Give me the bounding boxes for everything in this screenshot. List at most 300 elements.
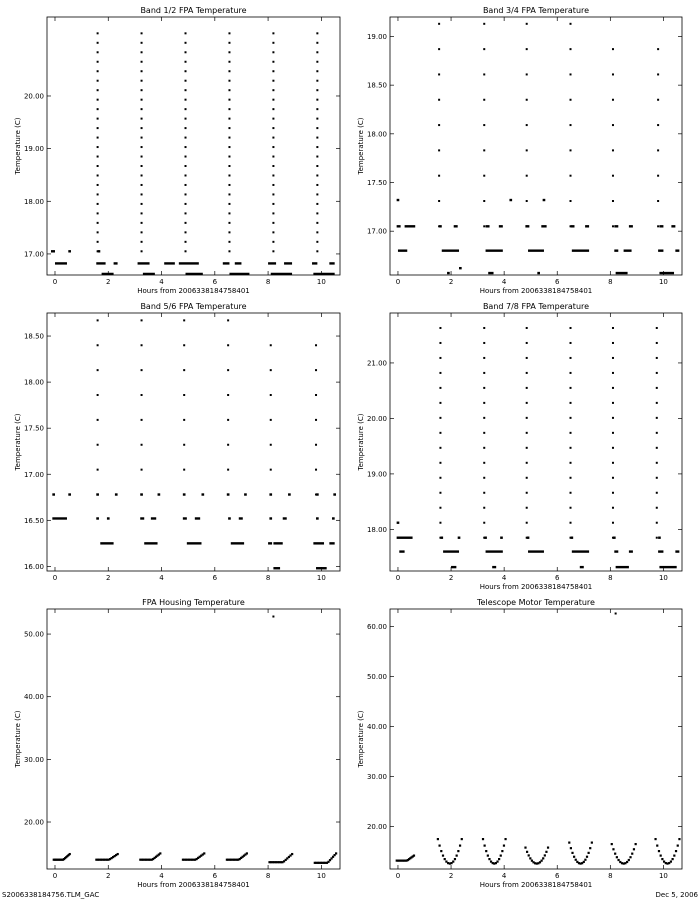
y-tick-label: 18.50: [366, 81, 387, 90]
data-segment: [329, 262, 334, 264]
data-segment: [659, 566, 676, 568]
data-point: [316, 80, 318, 82]
data-point: [97, 51, 99, 53]
data-point: [612, 342, 614, 344]
data-point: [439, 402, 441, 404]
data-point: [526, 48, 528, 50]
panel-2: [357, 6, 682, 295]
y-tick-label: 20.00: [23, 92, 44, 101]
data-point: [413, 855, 415, 857]
data-point: [141, 156, 143, 158]
data-point: [228, 80, 230, 82]
plot-frame: [47, 609, 340, 869]
data-point: [570, 73, 572, 75]
data-point: [97, 165, 99, 167]
data-point: [483, 99, 485, 101]
data-segment: [164, 262, 175, 264]
data-point: [141, 212, 143, 214]
data-point: [500, 855, 502, 857]
data-point: [270, 444, 272, 446]
data-point: [459, 845, 461, 847]
data-point: [526, 522, 528, 524]
data-series: [397, 23, 680, 274]
data-segment: [397, 537, 413, 539]
data-point: [97, 444, 99, 446]
data-point: [570, 48, 572, 50]
y-tick-label: 18.00: [23, 378, 44, 387]
data-point: [483, 432, 485, 434]
data-point: [439, 462, 441, 464]
data-point: [141, 61, 143, 63]
data-segment: [316, 567, 327, 569]
data-point: [185, 42, 187, 44]
data-segment: [140, 517, 144, 519]
data-point: [570, 175, 572, 177]
panel-1: [14, 6, 340, 295]
x-tick-label: 0: [52, 278, 58, 286]
data-segment: [629, 225, 633, 227]
data-point: [612, 99, 614, 101]
x-tick-label: 4: [501, 574, 507, 582]
panel-5: [14, 598, 340, 889]
data-segment: [675, 550, 679, 552]
data-point: [657, 149, 659, 151]
data-point: [183, 469, 185, 471]
x-axis-label: Hours from 2006338184758401: [479, 287, 593, 295]
data-segment: [399, 550, 404, 552]
data-point: [316, 184, 318, 186]
data-point: [227, 319, 229, 321]
data-point: [272, 231, 274, 233]
data-point: [228, 203, 230, 205]
data-point: [438, 845, 440, 847]
data-point: [228, 184, 230, 186]
x-tick-label: 0: [395, 278, 401, 286]
chart-title: Band 1/2 FPA Temperature: [140, 6, 247, 15]
x-axis-label: Hours from 2006338184758401: [137, 881, 250, 889]
data-point: [483, 200, 485, 202]
data-point: [589, 847, 591, 849]
data-segment: [492, 566, 496, 568]
data-point: [544, 854, 546, 856]
data-point: [612, 537, 614, 539]
data-point: [97, 80, 99, 82]
data-point: [612, 357, 614, 359]
x-tick-label: 6: [212, 278, 218, 286]
data-point: [185, 184, 187, 186]
data-point: [316, 203, 318, 205]
x-tick-label: 8: [608, 278, 613, 286]
data-point: [439, 372, 441, 374]
data-point: [228, 250, 230, 252]
data-point: [141, 250, 143, 252]
data-series: [51, 32, 335, 284]
data-point: [228, 70, 230, 72]
data-point: [656, 417, 658, 419]
data-point: [526, 175, 528, 177]
y-tick-label: 21.00: [366, 359, 387, 368]
data-point: [228, 99, 230, 101]
data-point: [228, 118, 230, 120]
data-point: [570, 200, 572, 202]
x-tick-label: 10: [316, 278, 326, 286]
data-point: [272, 193, 274, 195]
data-point: [612, 327, 614, 329]
data-point: [316, 146, 318, 148]
data-segment: [486, 249, 503, 251]
data-segment: [52, 517, 67, 519]
data-point: [272, 61, 274, 63]
data-point: [185, 51, 187, 53]
data-point: [183, 419, 185, 421]
data-point: [97, 108, 99, 110]
data-point: [526, 477, 528, 479]
data-point: [97, 344, 99, 346]
data-point: [97, 250, 99, 252]
y-tick-label: 40.00: [23, 693, 44, 702]
data-point: [141, 137, 143, 139]
data-point: [315, 419, 317, 421]
data-point: [656, 342, 658, 344]
data-point: [612, 492, 614, 494]
data-point: [439, 432, 441, 434]
data-point: [272, 250, 274, 252]
data-point: [439, 387, 441, 389]
data-point: [657, 225, 659, 227]
x-tick-label: 2: [448, 872, 454, 880]
data-point: [483, 417, 485, 419]
data-point: [612, 175, 614, 177]
data-segment: [614, 225, 618, 227]
data-point: [439, 417, 441, 419]
data-point: [656, 357, 658, 359]
x-tick-label: 0: [52, 574, 58, 582]
data-point: [439, 447, 441, 449]
data-point: [487, 855, 489, 857]
data-point: [570, 417, 572, 419]
data-point: [228, 89, 230, 91]
data-point: [547, 847, 549, 849]
data-segment: [229, 273, 249, 275]
data-point: [228, 146, 230, 148]
data-segment: [537, 272, 540, 274]
data-point: [570, 23, 572, 25]
data-point: [570, 327, 572, 329]
data-point: [526, 537, 528, 539]
y-axis-label: Temperature (C): [357, 117, 365, 175]
data-segment: [528, 249, 544, 251]
data-point: [316, 61, 318, 63]
data-point: [183, 494, 185, 496]
data-point: [526, 387, 528, 389]
data-point: [526, 225, 528, 227]
data-point: [654, 838, 656, 840]
data-point: [117, 853, 119, 855]
data-segment: [509, 199, 512, 201]
chart-title: Telescope Motor Temperature: [477, 598, 595, 607]
footer-filename: S2006338184756.TLM_GAC: [2, 891, 100, 899]
data-segment: [671, 225, 675, 227]
x-tick-label: 8: [608, 574, 613, 582]
data-point: [657, 124, 659, 126]
data-point: [159, 852, 161, 854]
data-segment: [629, 550, 633, 552]
y-tick-label: 16.00: [23, 562, 44, 571]
data-segment: [572, 550, 589, 552]
data-point: [612, 447, 614, 449]
data-point: [656, 492, 658, 494]
data-point: [316, 212, 318, 214]
data-point: [203, 852, 205, 854]
data-point: [97, 193, 99, 195]
data-segment: [659, 225, 663, 227]
data-segment: [68, 493, 71, 495]
data-segment: [55, 262, 67, 264]
x-axis-label: Hours from 2006338184758401: [479, 583, 593, 591]
data-segment: [273, 542, 282, 544]
data-segment: [580, 566, 584, 568]
data-point: [141, 42, 143, 44]
data-segment: [459, 267, 462, 269]
data-point: [628, 859, 630, 861]
data-point: [183, 344, 185, 346]
data-point: [141, 369, 143, 371]
data-segment: [151, 517, 156, 519]
data-point: [141, 165, 143, 167]
data-point: [588, 852, 590, 854]
data-point: [612, 200, 614, 202]
x-tick-label: 10: [316, 574, 326, 582]
data-point: [141, 108, 143, 110]
data-point: [97, 241, 99, 243]
data-point: [524, 847, 526, 849]
x-tick-label: 10: [658, 574, 668, 582]
data-point: [316, 32, 318, 34]
data-point: [612, 507, 614, 509]
data-point: [228, 137, 230, 139]
data-point: [570, 462, 572, 464]
data-point: [570, 492, 572, 494]
data-point: [526, 462, 528, 464]
y-tick-label: 18.00: [366, 525, 387, 534]
data-point: [228, 61, 230, 63]
data-point: [526, 73, 528, 75]
data-point: [570, 149, 572, 151]
data-point: [570, 447, 572, 449]
data-point: [583, 861, 585, 863]
data-point: [270, 419, 272, 421]
x-tick-label: 2: [106, 278, 111, 286]
chart-title: Band 5/6 FPA Temperature: [140, 302, 247, 311]
data-point: [141, 222, 143, 224]
data-segment: [397, 199, 400, 201]
data-point: [672, 858, 674, 860]
data-segment: [68, 250, 71, 252]
data-point: [656, 447, 658, 449]
data-segment: [405, 225, 416, 227]
data-point: [227, 344, 229, 346]
data-point: [545, 851, 547, 853]
data-point: [272, 616, 274, 618]
data-point: [439, 537, 441, 539]
data-segment: [332, 517, 335, 519]
plot-frame: [47, 17, 340, 275]
y-axis-label: Temperature (C): [14, 413, 22, 471]
data-segment: [541, 225, 546, 227]
data-point: [570, 357, 572, 359]
data-point: [570, 432, 572, 434]
data-point: [528, 854, 530, 856]
data-point: [438, 99, 440, 101]
y-tick-label: 19.00: [366, 470, 387, 479]
x-tick-label: 8: [265, 872, 271, 880]
data-point: [228, 212, 230, 214]
data-point: [612, 149, 614, 151]
data-point: [185, 241, 187, 243]
data-segment: [138, 262, 150, 264]
data-segment: [268, 262, 276, 264]
data-segment: [143, 273, 155, 275]
data-segment: [313, 273, 334, 275]
data-point: [438, 73, 440, 75]
y-tick-label: 16.50: [23, 516, 44, 525]
data-point: [316, 222, 318, 224]
data-segment: [451, 566, 456, 568]
x-tick-label: 2: [106, 574, 111, 582]
data-point: [185, 156, 187, 158]
data-segment: [616, 272, 628, 274]
data-point: [570, 225, 572, 227]
y-tick-label: 30.00: [23, 755, 44, 764]
data-point: [678, 838, 680, 840]
data-point: [526, 149, 528, 151]
data-point: [185, 165, 187, 167]
data-point: [97, 42, 99, 44]
data-point: [504, 838, 506, 840]
data-point: [97, 146, 99, 148]
data-point: [584, 859, 586, 861]
x-axis-label: Hours from 2006338184758401: [479, 881, 593, 889]
data-point: [657, 99, 659, 101]
data-point: [272, 174, 274, 176]
y-tick-label: 17.00: [366, 227, 387, 236]
data-point: [97, 369, 99, 371]
data-point: [656, 432, 658, 434]
data-segment: [572, 249, 589, 251]
data-point: [141, 193, 143, 195]
data-point: [272, 89, 274, 91]
data-segment: [107, 517, 110, 519]
data-point: [316, 118, 318, 120]
data-point: [657, 48, 659, 50]
data-point: [316, 165, 318, 167]
data-point: [591, 842, 593, 844]
y-tick-label: 30.00: [366, 773, 387, 781]
y-tick-label: 18.00: [366, 130, 387, 139]
data-segment: [616, 566, 629, 568]
data-point: [228, 51, 230, 53]
data-point: [612, 432, 614, 434]
data-segment: [312, 262, 317, 264]
data-segment: [442, 249, 459, 251]
data-point: [228, 32, 230, 34]
data-point: [316, 99, 318, 101]
data-point: [526, 342, 528, 344]
data-point: [483, 23, 485, 25]
data-segment: [283, 517, 287, 519]
data-point: [141, 394, 143, 396]
data-point: [335, 852, 337, 854]
data-segment: [528, 550, 544, 552]
data-point: [656, 372, 658, 374]
data-point: [228, 241, 230, 243]
data-point: [97, 70, 99, 72]
data-point: [612, 477, 614, 479]
data-point: [185, 137, 187, 139]
data-point: [439, 507, 441, 509]
data-point: [97, 222, 99, 224]
data-segment: [658, 249, 663, 251]
data-point: [185, 99, 187, 101]
data-series: [397, 327, 680, 568]
y-tick-label: 17.50: [366, 179, 387, 188]
data-point: [97, 469, 99, 471]
data-point: [670, 861, 672, 863]
data-point: [316, 193, 318, 195]
data-point: [228, 174, 230, 176]
data-point: [315, 369, 317, 371]
data-point: [526, 200, 528, 202]
data-point: [316, 89, 318, 91]
data-point: [185, 61, 187, 63]
x-tick-label: 4: [159, 872, 164, 880]
data-segment: [244, 493, 247, 495]
data-segment: [454, 225, 458, 227]
data-point: [97, 174, 99, 176]
data-point: [612, 372, 614, 374]
data-point: [483, 387, 485, 389]
y-tick-label: 50.00: [23, 630, 44, 639]
x-tick-label: 10: [658, 872, 668, 880]
data-segment: [624, 249, 632, 251]
data-segment: [195, 517, 200, 519]
data-point: [612, 387, 614, 389]
data-point: [183, 444, 185, 446]
data-point: [270, 344, 272, 346]
data-point: [97, 156, 99, 158]
data-point: [438, 225, 440, 227]
data-point: [316, 42, 318, 44]
data-point: [228, 165, 230, 167]
data-point: [526, 372, 528, 374]
y-axis-label: Temperature (C): [14, 710, 22, 768]
data-point: [611, 843, 613, 845]
data-point: [185, 212, 187, 214]
data-point: [570, 522, 572, 524]
data-point: [316, 51, 318, 53]
data-segment: [486, 225, 490, 227]
data-point: [483, 327, 485, 329]
data-point: [141, 203, 143, 205]
y-tick-label: 50.00: [366, 673, 387, 681]
data-point: [570, 372, 572, 374]
data-series: [52, 319, 336, 569]
data-point: [141, 146, 143, 148]
data-point: [658, 850, 660, 852]
data-segment: [316, 517, 319, 519]
data-point: [185, 193, 187, 195]
x-tick-label: 8: [265, 574, 271, 582]
